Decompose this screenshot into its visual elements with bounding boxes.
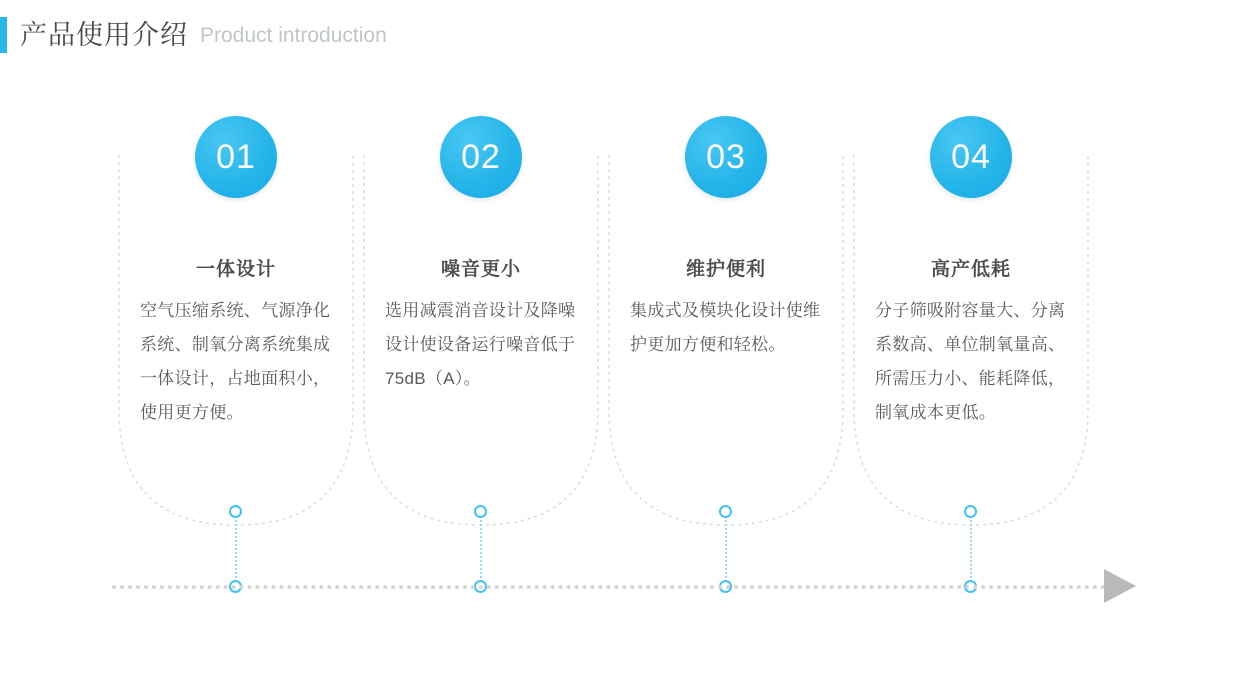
card-title-2: 噪音更小: [440, 259, 521, 280]
timeline-arrow-icon: [1104, 569, 1136, 603]
feature-card-2[interactable]: [363, 138, 599, 526]
card-title-3: 维护便利: [685, 259, 766, 280]
feature-card-1[interactable]: [118, 138, 354, 526]
header-accent-bar: [0, 17, 7, 53]
card-number-4: 04: [951, 138, 991, 176]
card-body-3: 集成式及模块化设计使维护更加方便和轻松。: [630, 301, 821, 354]
connector-node-top-1: [229, 505, 242, 518]
connector-node-top-4: [964, 505, 977, 518]
feature-card-3[interactable]: [608, 138, 844, 526]
card-body-1: 空气压缩系统、气源净化系统、制氧分离系统集成一体设计，占地面积小，使用更方便。: [140, 301, 331, 422]
card-number-1: 01: [216, 138, 256, 176]
page-subtitle: Product introduction: [200, 23, 387, 47]
connector-stem-2: [480, 520, 482, 582]
page-header: [0, 14, 387, 56]
feature-cards: [0, 130, 1242, 560]
card-number-2: 02: [461, 138, 501, 176]
card-number-badge-4: [930, 116, 1012, 198]
connector-node-top-3: [719, 505, 732, 518]
feature-card-4[interactable]: [853, 138, 1089, 526]
card-number-badge-1: [195, 116, 277, 198]
card-number-badge-3: [685, 116, 767, 198]
page-title: 产品使用介绍: [20, 19, 188, 50]
card-title-1: 一体设计: [195, 259, 276, 280]
card-title-4: 高产低耗: [930, 259, 1011, 280]
card-number-badge-2: [440, 116, 522, 198]
connector-node-top-2: [474, 505, 487, 518]
card-body-2: 选用减震消音设计及降噪设计使设备运行噪音低于75dB（A）。: [385, 301, 576, 388]
card-body-4: 分子筛吸附容量大、分离系数高、单位制氧量高、所需压力小、能耗降低，制氧成本更低。: [875, 301, 1066, 422]
timeline-axis: [112, 585, 1122, 593]
connector-stem-1: [235, 520, 237, 582]
card-number-3: 03: [706, 138, 746, 176]
connector-stem-3: [725, 520, 727, 582]
connector-stem-4: [970, 520, 972, 582]
